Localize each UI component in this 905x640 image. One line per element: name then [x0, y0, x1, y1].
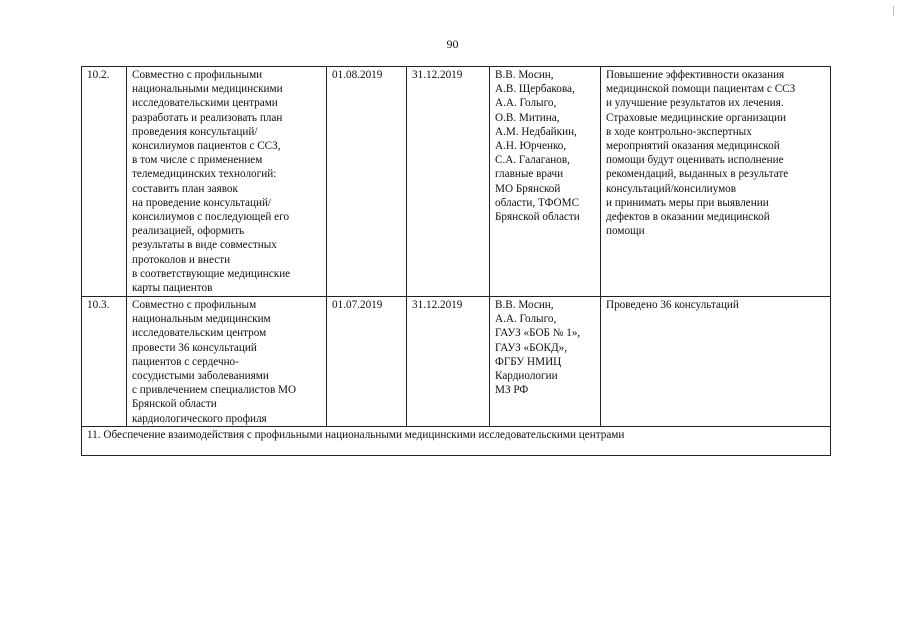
responsible-cell: В.В. Мосин, А.В. Щербакова, А.А. Голыго, О.В. Митина, А.М. Недбайкин, А.Н. Юрченко, С.А. Галаганов, главные врачи МО Брянской области, ТФОМС Брянской области: [490, 67, 601, 297]
activity-cell: Совместно с профильными национальными медицинскими исследовательскими центрами разработать и реализовать план проведения консультаций/ консилиумов пациентов с ССЗ, в том числе с применением телемедицинских технологий: составить план заявок на проведение консультаций/ консилиумов с последующей его реализацией, оформить результаты в виде совместных протоколов и внести в соответствующие медицинские карты пациентов: [127, 67, 327, 297]
result-cell: Проведено 36 консультаций: [601, 297, 831, 427]
item-number-cell: 10.2.: [82, 67, 127, 297]
end-date-cell: 31.12.2019: [407, 297, 490, 427]
end-date-cell: 31.12.2019: [407, 67, 490, 297]
page-number: 90: [446, 37, 459, 51]
start-date-cell: 01.07.2019: [327, 297, 407, 427]
section-heading: 11. Обеспечение взаимодействия с профильными национальными медицинскими исследовательскими центрами: [82, 426, 831, 455]
item-number-cell: 10.3.: [82, 297, 127, 427]
table-row: [82, 297, 831, 427]
responsible-cell: В.В. Мосин, А.А. Голыго, ГАУЗ «БОБ № 1», ГАУЗ «БОКД», ФГБУ НМИЦ Кардиологии МЗ РФ: [490, 297, 601, 427]
start-date-cell: 01.08.2019: [327, 67, 407, 297]
edge-mark: [893, 6, 894, 16]
activity-cell: Совместно с профильным национальным медицинским исследовательским центром провести 36 консультаций пациентов с сердечно- сосудистыми заболеваниями с привлечением специалистов МО Брянской области кардиологического профиля: [127, 297, 327, 427]
section-heading-row: [82, 426, 831, 455]
action-plan-table: [81, 66, 831, 456]
result-cell: Повышение эффективности оказания медицинской помощи пациентам с ССЗ и улучшение результатов их лечения. Страховые медицинские организации в ходе контрольно-экспертных мероприятий оказания медицинской помощи будут оценивать исполнение рекомендаций, выданных в результате консультаций/консилиумов и принимать меры при выявлении дефектов в оказании медицинской помощи: [601, 67, 831, 297]
table-row: [82, 67, 831, 297]
